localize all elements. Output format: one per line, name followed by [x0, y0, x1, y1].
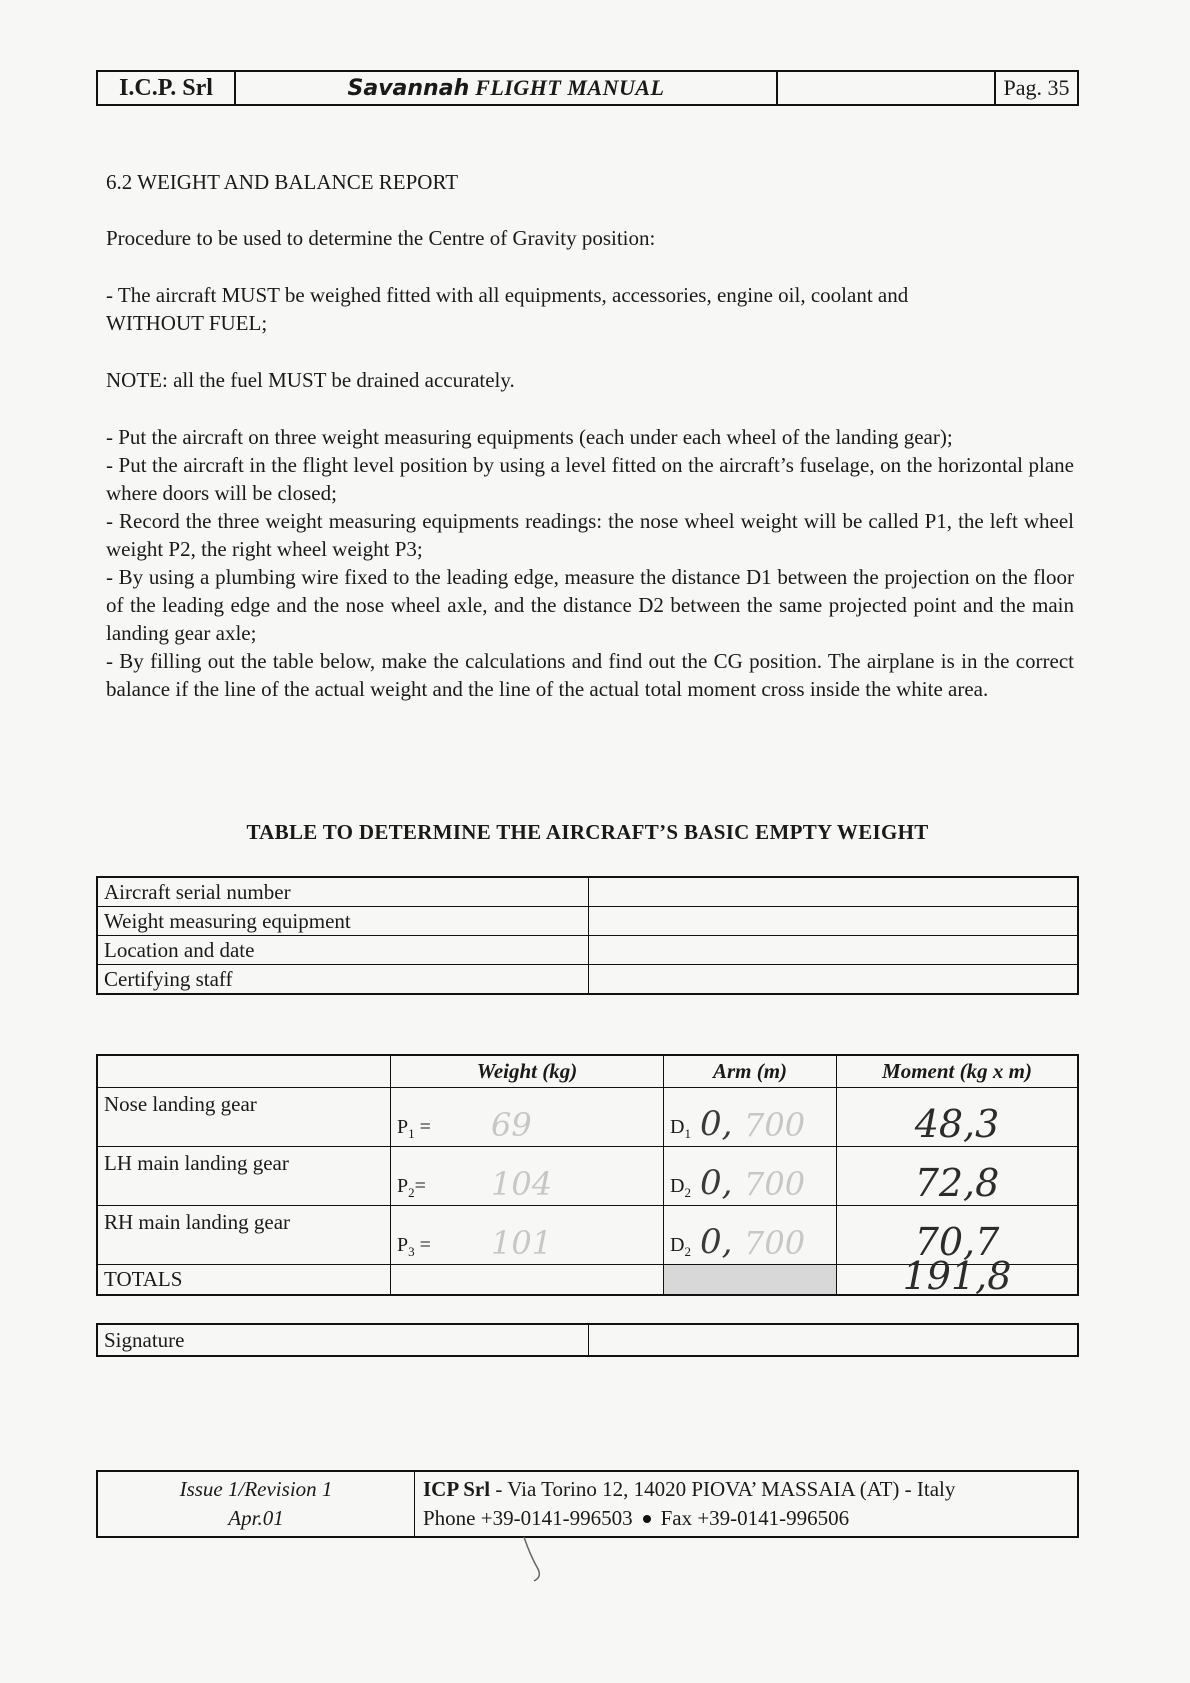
total-weight-cell[interactable] — [391, 1265, 664, 1296]
table-header-row — [97, 1055, 1078, 1088]
header-blank-cell — [778, 72, 996, 104]
totals-row — [97, 1265, 1078, 1296]
signature-field[interactable] — [589, 1324, 1079, 1356]
table-row — [97, 907, 1078, 936]
info-value-field[interactable] — [589, 965, 1079, 995]
header-empty — [97, 1055, 391, 1088]
info-label: Certifying staff — [97, 965, 589, 995]
moment-value: 72,8 — [914, 1161, 1000, 1205]
weigh-instruction: - The aircraft MUST be weighed fitted with all equipments, accessories, engine oil, coolant and WITHOUT FUEL; — [106, 283, 909, 335]
total-moment-value: 191,8 — [902, 1254, 1012, 1298]
header-title-doc: FLIGHT MANUAL — [475, 75, 665, 100]
procedure-step: - Put the aircraft on three weight measuring equipments (each under each wheel of the landing gear); — [106, 425, 953, 449]
procedure-step: - By using a plumbing wire fixed to the leading edge, measure the distance D1 between the projection on the floor of the leading edge and the nose wheel axle, and the distance D2 between the same projected point and the main landing gear axle; — [106, 565, 1074, 645]
weight-prefix: $P_2=$ — [397, 1175, 426, 1200]
weight-cell[interactable] — [391, 1206, 664, 1265]
footer-address-line — [423, 1475, 1069, 1504]
weight-cell[interactable] — [391, 1088, 664, 1147]
procedure-steps — [106, 423, 1074, 703]
weight-prefix: $P_3$ = — [397, 1234, 431, 1259]
arm-cell[interactable] — [664, 1088, 837, 1147]
header-page-number: Pag. 35 — [1003, 75, 1070, 100]
row-label: LH main landing gear — [97, 1147, 391, 1206]
procedure-step: - By filling out the table below, make the calculations and find out the CG position. The airplane is in the correct balance if the line of the actual weight and the line of the actual total moment cross inside the white area. — [106, 649, 1074, 701]
procedure-step: - Put the aircraft in the flight level position by using a level fitted on the aircraft’s fuselage, on the horizontal plane where doors will be closed; — [106, 453, 1074, 505]
footer-issue — [97, 1471, 415, 1537]
weight-value: 101 — [491, 1224, 553, 1262]
section-title: 6.2 WEIGHT AND BALANCE REPORT — [106, 170, 459, 194]
total-arm-cell-shaded — [664, 1265, 837, 1296]
info-label: Location and date — [97, 936, 589, 965]
row-label: Nose landing gear — [97, 1088, 391, 1147]
footer-phone-line — [423, 1504, 1069, 1533]
table-row — [97, 1088, 1078, 1147]
info-value-field[interactable] — [589, 936, 1079, 965]
intro-text: Procedure to be used to determine the Centre of Gravity position: — [106, 226, 656, 250]
moment-value: 48,3 — [914, 1102, 1000, 1146]
signature-label: Signature — [97, 1324, 589, 1356]
arm-cell[interactable] — [664, 1206, 837, 1265]
footer-issue-text: Issue 1/Revision 1 — [179, 1477, 333, 1501]
page-header — [96, 70, 1079, 106]
info-value-field[interactable] — [589, 907, 1079, 936]
table-row — [97, 1471, 1078, 1537]
arm-prefix: $D_2$ — [670, 1175, 691, 1200]
table-row — [97, 877, 1078, 907]
arm-value-ink: 0, — [700, 1163, 733, 1203]
weight-value: 104 — [491, 1165, 553, 1203]
bullet-icon — [643, 1515, 651, 1523]
footer-company: ICP Srl — [423, 1477, 491, 1501]
header-moment: Moment (kg x m) — [837, 1055, 1079, 1088]
row-label: RH main landing gear — [97, 1206, 391, 1265]
table-row — [97, 936, 1078, 965]
page-footer — [96, 1470, 1079, 1538]
header-weight: Weight (kg) — [391, 1055, 664, 1088]
footer-fax: Fax +39-0141-996506 — [660, 1506, 850, 1530]
weight-prefix: $P_1$ = — [397, 1116, 431, 1141]
weight-cell[interactable] — [391, 1147, 664, 1206]
header-title-brand: Savannah — [347, 75, 470, 101]
arm-value-ink: 0, — [700, 1222, 733, 1262]
procedure-step: - Record the three weight measuring equipments readings: the nose wheel weight will be called P1, the left wheel weight P2, the right wheel weight P3; — [106, 509, 1074, 561]
arm-cell[interactable] — [664, 1147, 837, 1206]
arm-value-faint: 700 — [744, 1165, 806, 1203]
table-row — [97, 965, 1078, 995]
totals-label: TOTALS — [97, 1265, 391, 1296]
arm-prefix: $D_1$ — [670, 1116, 691, 1141]
header-company: I.C.P. Srl — [98, 72, 236, 104]
arm-value-faint: 700 — [744, 1106, 806, 1144]
arm-prefix: $D_2$ — [670, 1234, 691, 1259]
total-moment-cell[interactable] — [837, 1254, 1079, 1298]
footer-address: - Via Torino 12, 14020 PIOVA’ MASSAIA (AT) - Italy — [495, 1477, 956, 1501]
arm-value-faint: 700 — [744, 1224, 806, 1262]
signature-table — [96, 1323, 1079, 1357]
footer-contact — [415, 1471, 1079, 1537]
table-title: TABLE TO DETERMINE THE AIRCRAFT’S BASIC EMPTY WEIGHT — [246, 820, 929, 844]
header-arm: Arm (m) — [664, 1055, 837, 1088]
arm-value-ink: 0, — [700, 1104, 733, 1144]
footer-date: Apr.01 — [228, 1506, 284, 1530]
info-value-field[interactable] — [589, 877, 1079, 907]
table-row — [97, 1324, 1078, 1356]
table-row — [97, 1147, 1078, 1206]
info-table — [96, 876, 1079, 995]
weight-calc-table — [96, 1054, 1079, 1296]
pen-stroke-icon — [520, 1535, 550, 1585]
moment-cell[interactable] — [837, 1147, 1079, 1206]
moment-cell[interactable] — [837, 1088, 1079, 1147]
note-text: NOTE: all the fuel MUST be drained accurately. — [106, 368, 515, 392]
info-label: Aircraft serial number — [97, 877, 589, 907]
moment-value: 70,7 — [914, 1220, 1000, 1264]
footer-phone: Phone +39-0141-996503 — [423, 1506, 633, 1530]
info-label: Weight measuring equipment — [97, 907, 589, 936]
header-title — [236, 72, 778, 104]
weight-value: 69 — [491, 1106, 532, 1144]
